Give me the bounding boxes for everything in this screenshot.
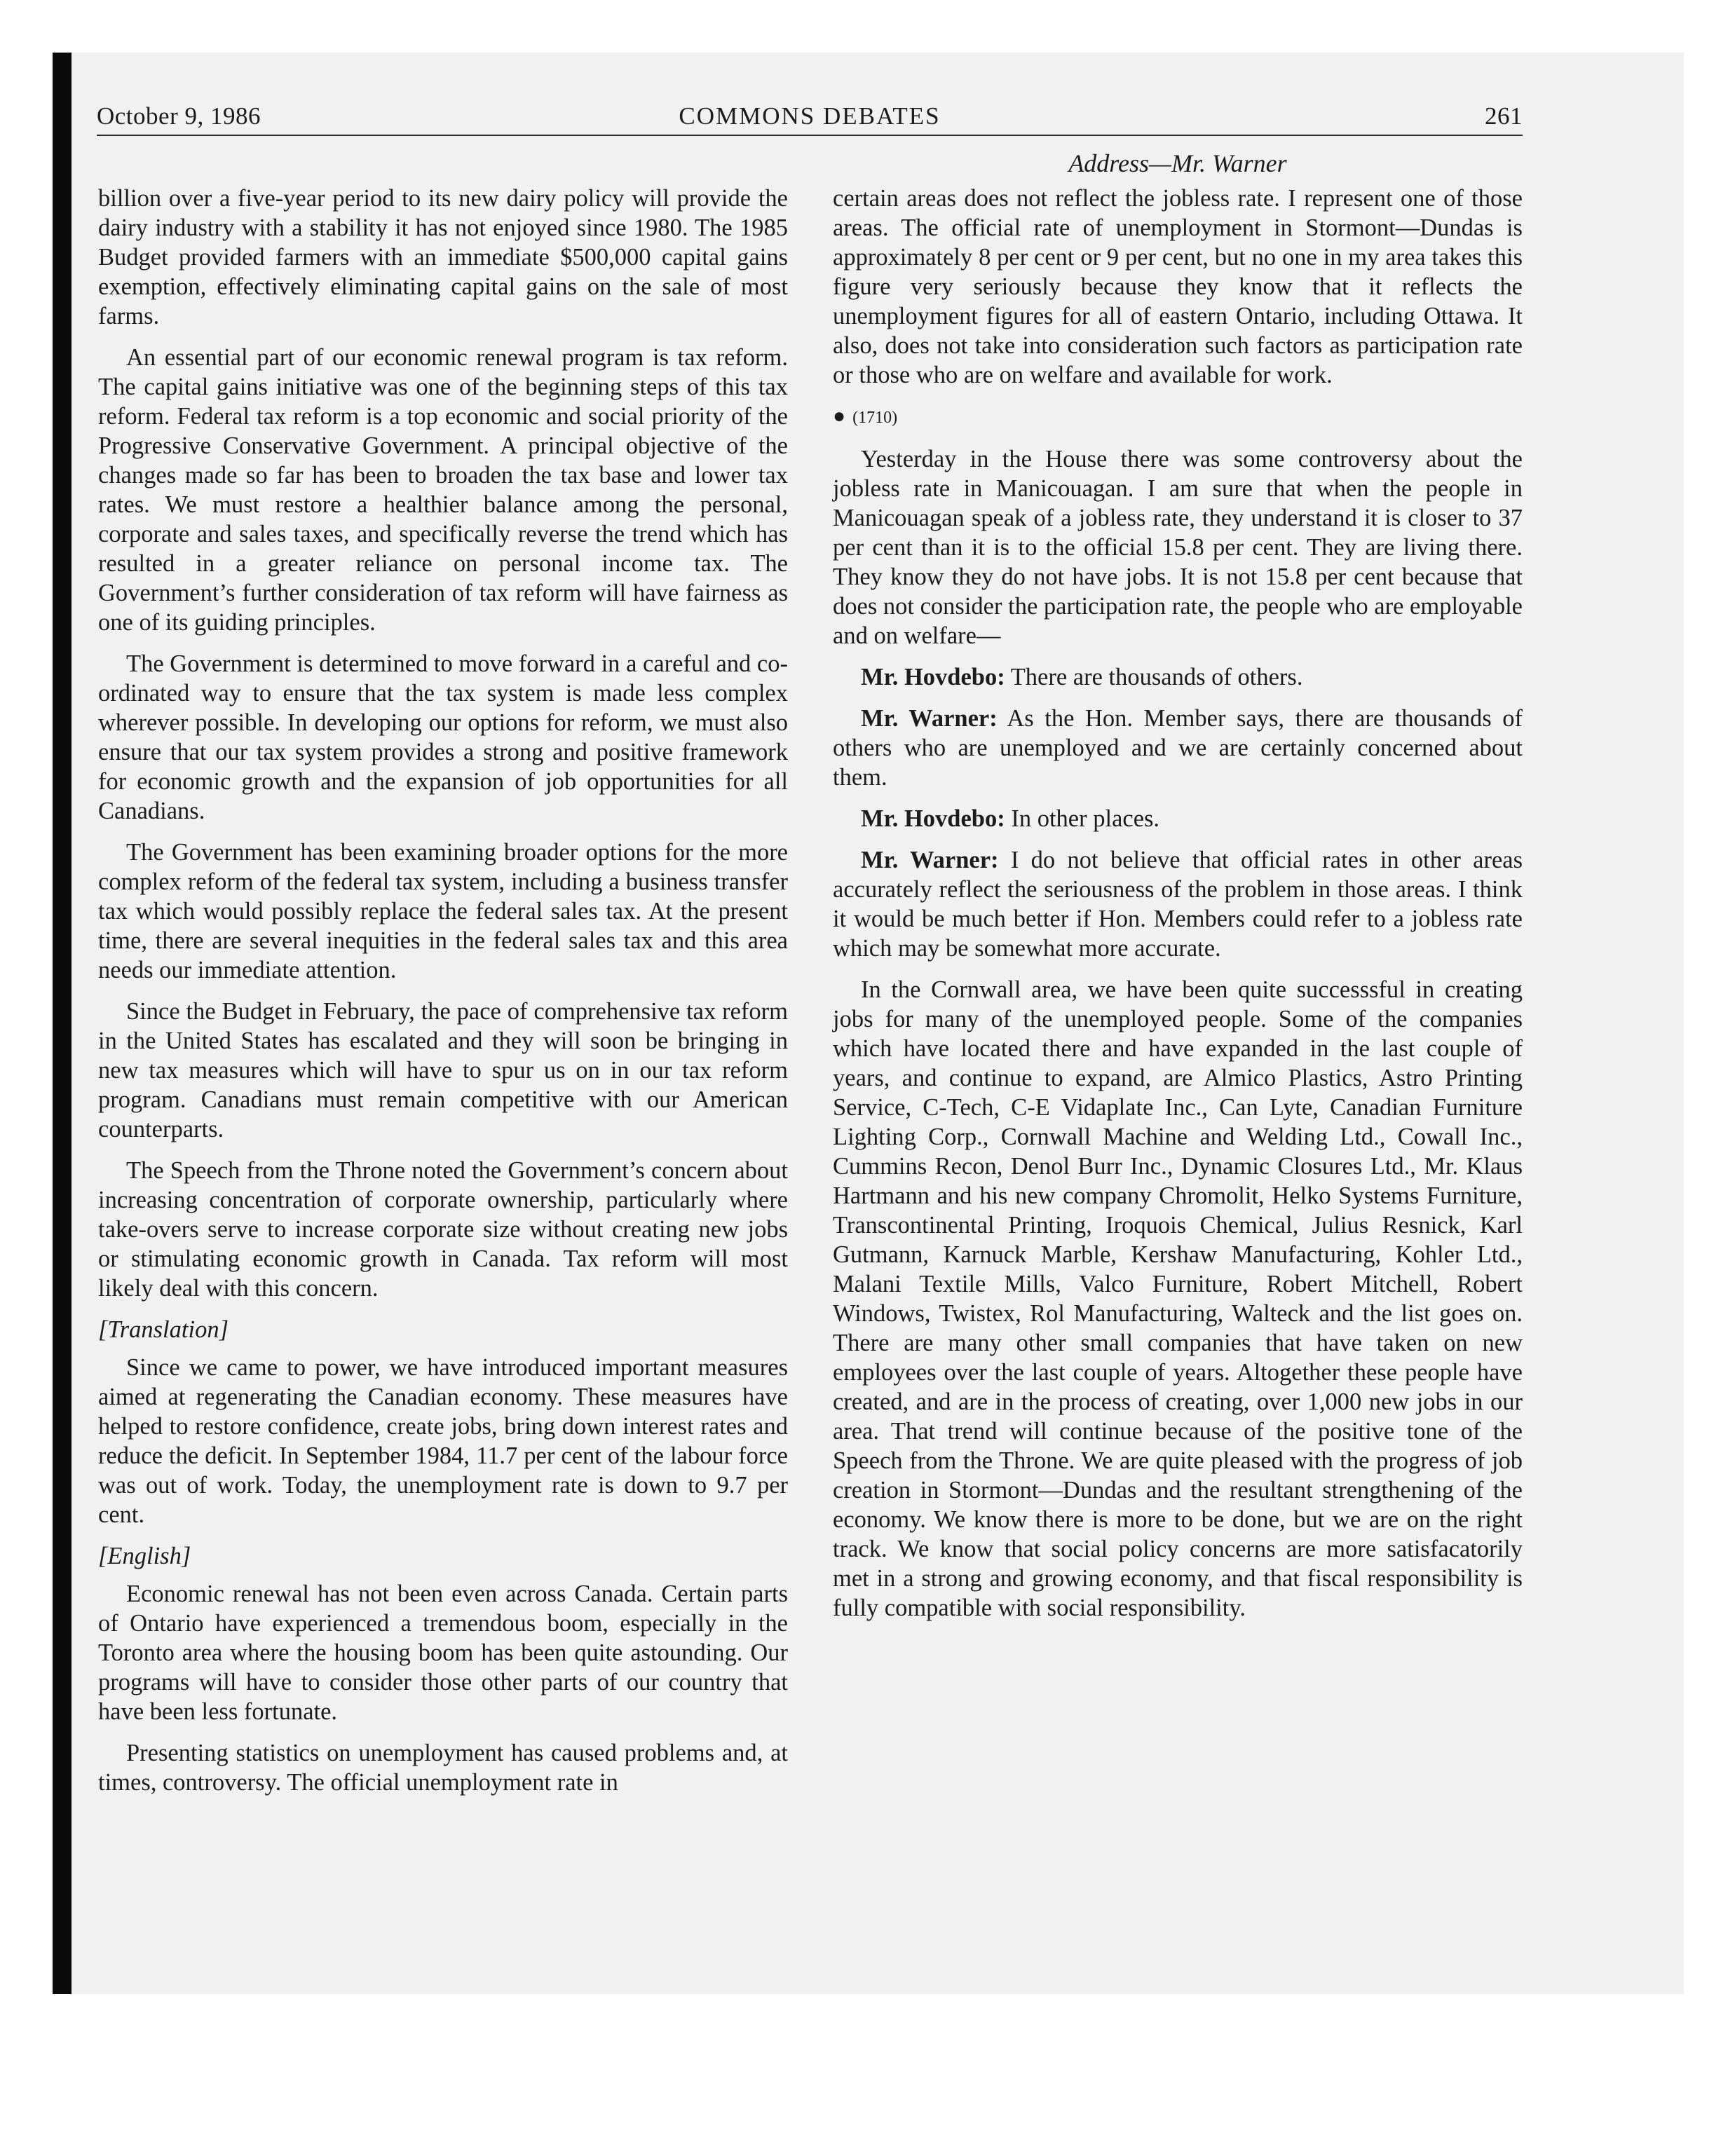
right-paragraph-3: In the Cornwall area, we have been quite successsful in creating jobs for many of the unemployed people. Some of the companies which have located there and have expanded in the last couple of years, and continue to expand, are Almico Plastics, Astro Printing Service, C-Tech, C-E Vidaplate Inc., Can Lyte, Canadian Furniture Lighting Corp., Cornwall Machine and Welding Ltd., Cowall Inc., Cummins Recon, Denol Burr Inc., Dynamic Closures Ltd., Mr. Klaus Hartmann and his new company Chromolit, Helko Systems Furniture, Transcontinental Printing, Iroquois Chemical, Julius Resnick, Karl Gutmann, Karnuck Marble, Kershaw Manufacturing, Kohler Ltd., Malani Textile Mills, Valco Furniture, Robert Mitchell, Robert Windows, Twistex, Rol Manufacturing, Walteck and the list goes on. There are many other small companies that have taken on new employees over the last couple of years. Altogether these people have created, and are in the process of creating, over 1,000 new jobs in our area. That trend will continue because of the positive tone of the Speech from the Throne. We are quite pleased with the progress of job creation in Stormont—Dundas and the resultant strengthening of the economy. We know there is more to be done, but we are on the right track. We know that social policy concerns are more satisfacatorily met in a strong and growing economy, and that fiscal responsibility is fully compatible with social responsibility. — [833, 976, 1523, 1621]
right-column — [833, 184, 1523, 1635]
statement-text: I do not believe that official rates in other areas accurately reflect the seriousness of the problem in those areas. I think it would be much better if Hon. Members could refer to a jobless rate which may be somewhat more accurate. — [833, 847, 1523, 962]
statement-text: In other places. — [1005, 805, 1160, 832]
left-paragraph-7: Since we came to power, we have introduced important measures aimed at regenerating the Canadian economy. These measures have helped to restore confidence, create jobs, bring down interest rates and reduce the deficit. In September 1984, 11.7 per cent of the labour force was out of work. Today, the unemployment rate is down to 9.7 per cent. — [98, 1354, 788, 1528]
left-paragraph-8: Economic renewal has not been even across Canada. Certain parts of Ontario have experienced a tremendous boom, especially in the Toronto area where the housing boom has been quite astounding. Our programs will have to consider those other parts of our country that have been less fortunate. — [98, 1581, 788, 1725]
statement-warner-1 — [833, 704, 1523, 792]
speaker-name: Mr. Hovdebo: — [861, 805, 1005, 832]
left-paragraph-3: The Government is determined to move forward in a careful and co-ordinated way to ensure that the tax system is made less complex wherever possible. In developing our options for reform, we must also ensure that our tax system provides a strong and positive framework for economic growth and the expansion of job opportunities for all Canadians. — [98, 650, 788, 824]
header-date: October 9, 1986 — [97, 102, 261, 130]
header-page-number: 261 — [1485, 102, 1523, 130]
statement-text: There are thousands of others. — [1005, 664, 1303, 690]
statement-hovdebo-2 — [833, 804, 1523, 833]
left-paragraph-6: The Speech from the Throne noted the Government’s concern about increasing concentration of corporate ownership, particularly where take-overs serve to increase corporate size without creating new jobs or stimulating economic growth in Canada. Tax reform will most likely deal with this concern. — [98, 1157, 788, 1302]
left-paragraph-4: The Government has been examining broader options for the more complex reform of the federal tax system, including a business transfer tax which would possibly replace the federal sales tax. At the present time, there are several inequities in the federal sales tax and this area needs our immediate attention. — [98, 839, 788, 983]
language-marker-translation: [Translation] — [98, 1316, 229, 1343]
left-paragraph-1: billion over a five-year period to its new dairy policy will provide the dairy industry with a stability it has not enjoyed since 1980. The 1985 Budget provided farmers with an immediate $500,000 capital gains exemption, effectively eliminating capital gains on the sale of most farms. — [98, 185, 788, 329]
header-publication-title: COMMONS DEBATES — [679, 102, 941, 130]
scan-edge-bar — [53, 53, 72, 1994]
speaker-name: Mr. Hovdebo: — [861, 664, 1005, 690]
speaker-name: Mr. Warner: — [861, 705, 998, 732]
right-paragraph-1: certain areas does not reflect the jobless rate. I represent one of those areas. The official rate of unemployment in Stormont—Dundas is approximately 8 per cent or 9 per cent, but no one in my area takes this figure very seriously because they know that it reflects the unemployment figures for all of eastern Ontario, including Ottawa. It also, does not take into consideration such factors as participation rate or those who are on welfare and available for work. — [833, 185, 1523, 388]
statement-text: As the Hon. Member says, there are thousands of others who are unemployed and we are certainly concerned about them. — [833, 705, 1523, 791]
language-marker-english: [English] — [98, 1543, 191, 1569]
page-header — [97, 98, 1523, 136]
left-paragraph-9: Presenting statistics on unemployment has caused problems and, at times, controversy. The official unemployment rate in — [98, 1740, 788, 1796]
time-marker — [833, 402, 1523, 432]
right-paragraph-2: Yesterday in the House there was some controversy about the jobless rate in Manicouagan. I am sure that when the people in Manicouagan speak of a jobless rate, they understand it is closer to 37 per cent than it is to the official 15.8 per cent. They are living there. They know they do not have jobs. It is not 15.8 per cent because that does not consider the participation rate, the people who are employable and on welfare— — [833, 446, 1523, 649]
statement-hovdebo-1 — [833, 662, 1523, 692]
left-column — [98, 184, 788, 1809]
left-paragraph-2: An essential part of our economic renewal program is tax reform. The capital gains initiative was one of the beginning steps of this tax reform. Federal tax reform is a top economic and social priority of the Progressive Conservative Government. A principal objective of the changes made so far has been to broaden the tax base and lower tax rates. We must restore a healthier balance among the personal, corporate and sales taxes, and specifically reverse the trend which has resulted in a greater reliance on personal income tax. The Government’s further consideration of tax reform will have fairness as one of its guiding principles. — [98, 344, 788, 636]
bullet-dot-icon: ● — [833, 404, 846, 428]
time-marker-text: (1710) — [852, 409, 898, 427]
left-paragraph-5: Since the Budget in February, the pace of comprehensive tax reform in the United States has escalated and they will soon be bringing in new tax measures which will have to spur us on in our tax reform program. Canadians must remain competitive with our American counterparts. — [98, 998, 788, 1142]
running-head: Address—Mr. Warner — [1068, 149, 1287, 177]
speaker-name: Mr. Warner: — [861, 847, 999, 873]
statement-warner-2 — [833, 845, 1523, 963]
